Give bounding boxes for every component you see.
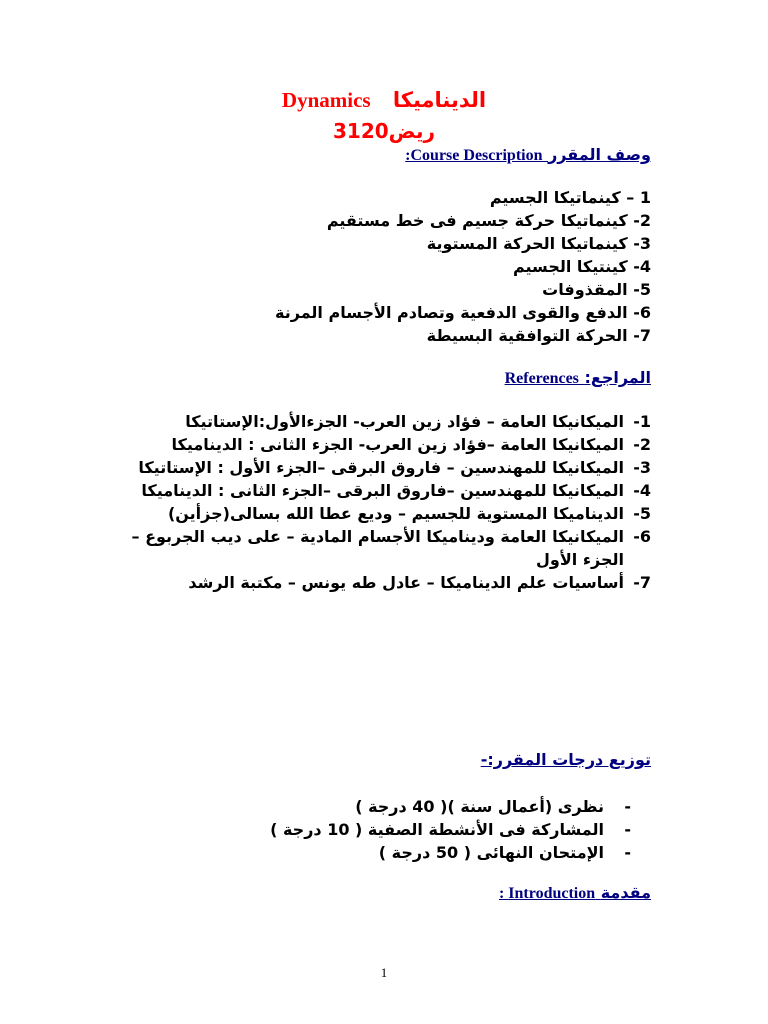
grade-distribution-heading: توزيع درجات المقرر:- [480, 750, 651, 769]
grade-text: نظرى (أعمال سنة )( 40 درجة ) [355, 797, 604, 816]
reference-number: 1- [633, 412, 651, 431]
reference-text: الديناميكا المستوية للجسيم – وديع عطا الله بسالى(جزأين) [167, 504, 624, 523]
grade-item [270, 795, 651, 818]
description-item: 6- الدفع والقوى الدفعية وتصادم الأجسام المرنة [275, 303, 651, 322]
introduction-heading-arabic: مقدمة [600, 883, 651, 902]
reference-text: أساسيات علم الديناميكا – عادل طه يونس – مكتبة الرشد [188, 573, 624, 592]
introduction-heading [499, 883, 651, 903]
course-description-heading [405, 145, 651, 165]
reference-text: الميكانيكا العامة – فؤاد زين العرب- الجزءالأول:الإستاتيكا [185, 412, 624, 431]
reference-item [131, 456, 651, 479]
reference-item [131, 502, 651, 525]
course-description-heading-arabic: وصف المقرر [548, 145, 651, 164]
reference-item [131, 410, 651, 433]
reference-item [131, 433, 651, 456]
reference-text: الميكانيكا للمهندسين – فاروق البرقى –الجزء الأول : الإستاتيكا [138, 458, 624, 477]
references-list [131, 410, 651, 594]
references-heading-english: References [504, 370, 579, 387]
course-title-arabic: الديناميكا [392, 88, 487, 112]
reference-number: 2- [633, 435, 651, 454]
description-item: 1 – كينماتيكا الجسيم [489, 188, 651, 207]
reference-number: 4- [633, 481, 651, 500]
references-heading-arabic: المراجع: [584, 368, 651, 387]
reference-number: 5- [633, 504, 651, 523]
bullet-dash: - [624, 820, 631, 839]
course-title-english: Dynamics [281, 88, 371, 112]
grade-text: المشاركة فى الأنشطة الصفية ( 10 درجة ) [270, 820, 604, 839]
description-item: 7- الحركة التوافقية البسيطة [426, 326, 651, 345]
course-description-list [275, 186, 651, 347]
reference-text: الميكانيكا العامة –فؤاد زين العرب- الجزء الثانى : الديناميكا [171, 435, 624, 454]
grade-text: الإمتحان النهائى ( 50 درجة ) [378, 843, 604, 862]
reference-item [131, 479, 651, 502]
description-item: 2- كينماتيكا حركة جسيم فى خط مستقيم [326, 211, 651, 230]
description-item: 3- كينماتيكا الحركة المستوية [426, 234, 651, 253]
reference-item [131, 525, 651, 571]
page-number: 1 [380, 965, 388, 980]
course-description-heading-english: Course Description: [405, 147, 543, 164]
course-title [0, 88, 768, 113]
reference-number: 3- [633, 458, 651, 477]
reference-text: الميكانيكا للمهندسين –فاروق البرقى –الجزء الثانى : الديناميكا [141, 481, 624, 500]
grade-distribution-list [270, 795, 651, 864]
description-item: 5- المقذوفات [542, 280, 651, 299]
reference-number: 6- [633, 527, 651, 546]
description-item: 4- كينتيكا الجسيم [512, 257, 651, 276]
bullet-dash: - [624, 797, 631, 816]
reference-number: 7- [633, 573, 651, 592]
introduction-heading-english: Introduction : [498, 885, 596, 902]
reference-item [131, 571, 651, 594]
reference-text: الميكانيكا العامة وديناميكا الأجسام المادية – على ديب الجربوع – الجزء الأول [131, 527, 624, 569]
course-code: 3120ريض [333, 119, 435, 143]
references-heading [505, 368, 651, 388]
grade-item [270, 841, 651, 864]
bullet-dash: - [624, 843, 631, 862]
grade-item [270, 818, 651, 841]
